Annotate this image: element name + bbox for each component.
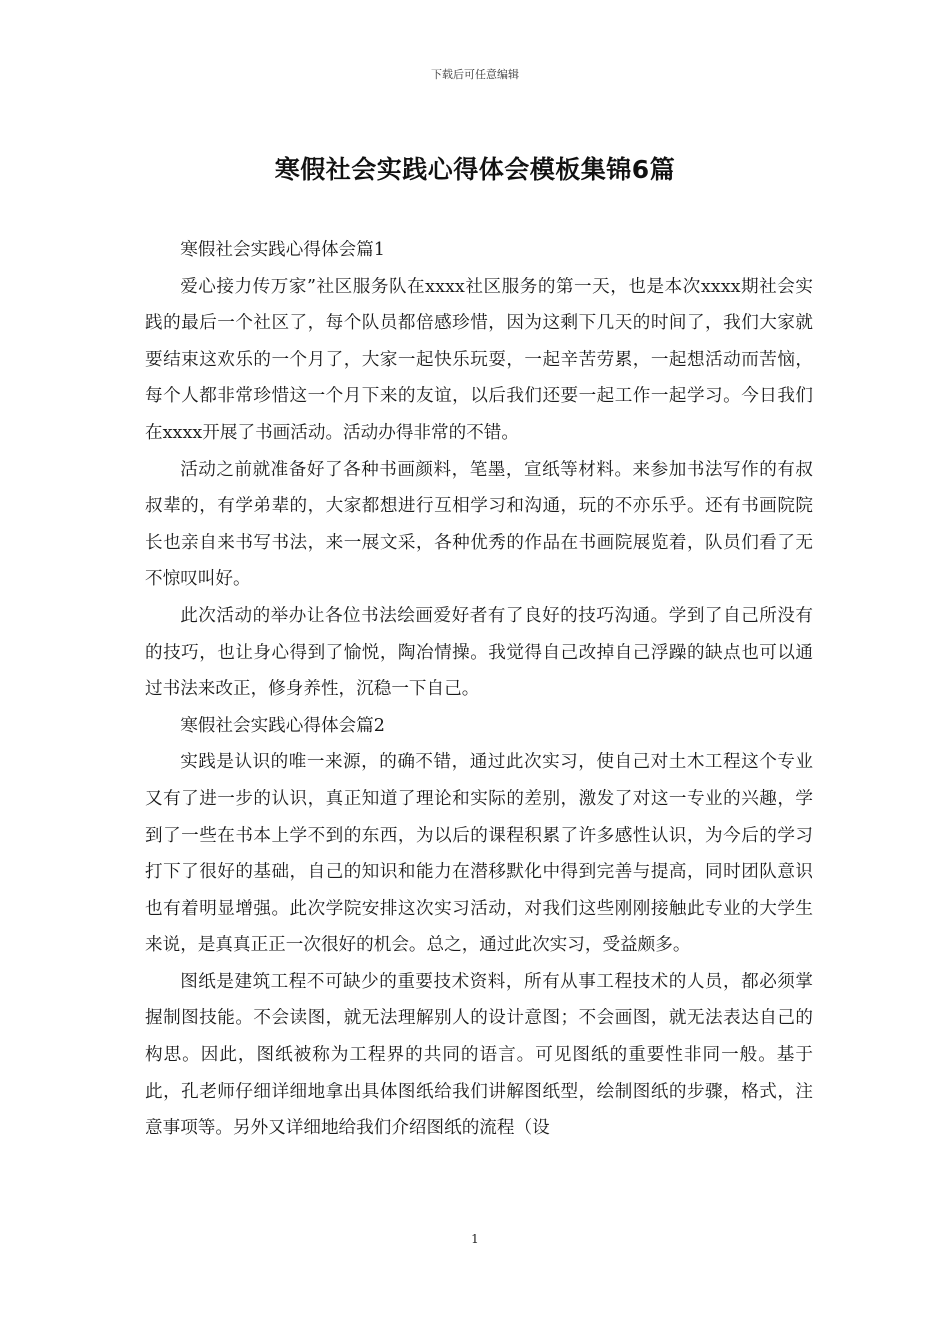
document-title: 寒假社会实践心得体会模板集锦6篇	[274, 155, 676, 184]
paragraph: 爱心接力传万家”社区服务队在xxxx社区服务的第一天，也是本次xxxx期社会实践的最后一个社区了，每个队员都倍感珍惜，因为这剩下几天的时间了，我们大家就要结束这欢乐的一个月了，大家一起快乐玩耍，一起辛苦劳累，一起想活动而苦恼，每个人都非常珍惜这一个月下来的友谊，以后我们还要一起工作一起学习。今日我们在xxxx开展了书画活动。活动办得非常的不错。	[145, 276, 813, 443]
paragraph: 图纸是建筑工程不可缺少的重要技术资料，所有从事工程技术的人员，都必须掌握制图技能。不会读图，就无法理解别人的设计意图；不会画图，就无法表达自己的构思。因此，图纸被称为工程界的共同的语言。可见图纸的重要性非同一般。基于此，孔老师仔细详细地拿出具体图纸给我们讲解图纸型，绘制图纸的步骤，格式，注意事项等。另外又详细地给我们介绍图纸的流程（设	[145, 971, 813, 1139]
paragraph: 活动之前就准备好了各种书画颜料，笔墨，宣纸等材料。来参加书法写作的有叔叔辈的，有学弟辈的，大家都想进行互相学习和沟通，玩的不亦乐乎。还有书画院院长也亲自来书写书法，来一展文采，各种优秀的作品在书画院展览着，队员们看了无不惊叹叫好。	[145, 459, 813, 590]
paragraph: 实践是认识的唯一来源，的确不错，通过此次实习，使自己对土木工程这个专业又有了进一步的认识，真正知道了理论和实际的差别，激发了对这一专业的兴趣，学到了一些在书本上学不到的东西，为以后的课程积累了许多感性认识，为今后的学习打下了很好的基础，自己的知识和能力在潜移默化中得到完善与提高，同时团队意识也有着明显增强。此次学院安排这次实习活动，对我们这些刚刚接触此专业的大学生来说，是真真正正一次很好的机会。总之，通过此次实习，受益颇多。	[145, 752, 813, 956]
page-number: 1	[471, 1232, 479, 1246]
paragraph: 此次活动的举办让各位书法绘画爱好者有了良好的技巧沟通。学到了自己所没有的技巧，也让身心得到了愉悦，陶冶情操。我觉得自己改掉自己浮躁的缺点也可以通过书法来改正，修身养性，沉稳一下自己。	[145, 605, 813, 700]
section-heading-2: 寒假社会实践心得体会篇2	[180, 715, 385, 736]
document-body	[145, 232, 813, 1147]
header-note: 下载后可任意编辑	[431, 68, 519, 81]
section-heading-1: 寒假社会实践心得体会篇1	[180, 240, 385, 260]
